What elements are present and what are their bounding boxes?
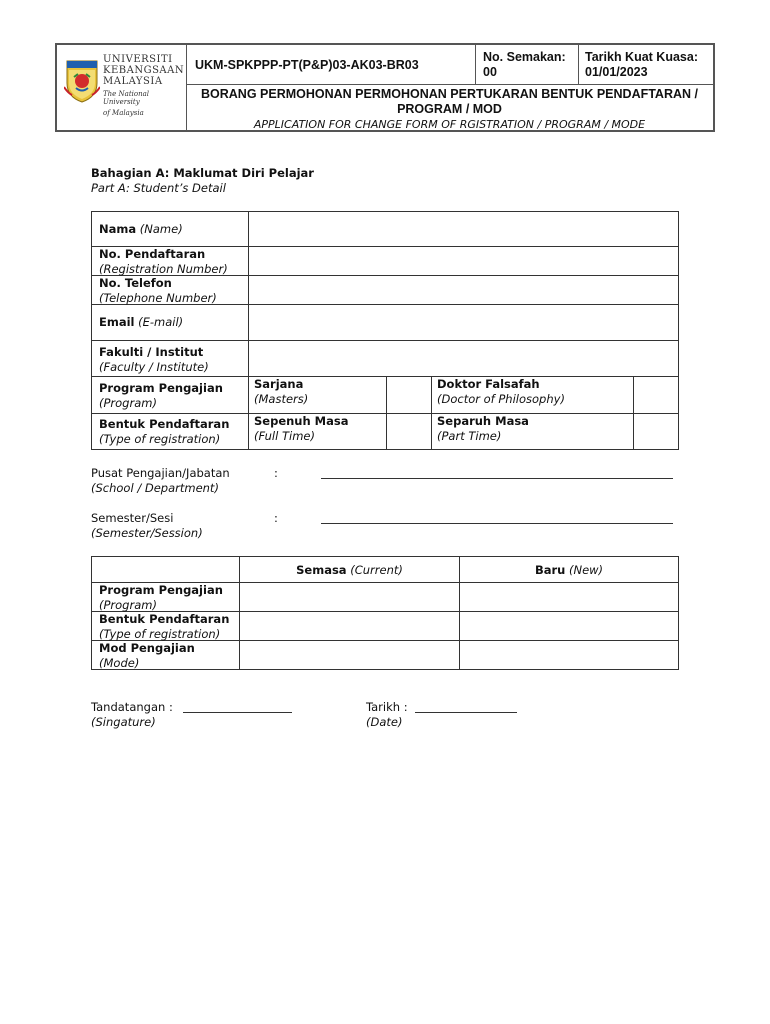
parttime-checkbox[interactable]	[634, 414, 678, 449]
fulltime-checkbox[interactable]	[387, 414, 431, 449]
semester-colon: :	[274, 511, 278, 525]
logo-line3: MALAYSIA	[103, 76, 163, 87]
name-label: Nama (Name)	[99, 222, 183, 236]
logo-wordmark	[103, 54, 186, 117]
table-row-mode: Mod Pengajian (Mode)	[99, 641, 195, 670]
regno-label: No. Pendaftaran (Registration Number)	[99, 247, 228, 276]
section-a-title: Bahagian A: Maklumat Diri Pelajar	[91, 166, 314, 180]
phd-checkbox[interactable]	[634, 377, 678, 413]
current-registration-type-input[interactable]	[240, 612, 459, 640]
section-a-subtitle: Part A: Student’s Detail	[91, 181, 226, 195]
school-colon: :	[274, 466, 278, 480]
change-table	[91, 556, 679, 670]
registration-type-label: Bentuk Pendaftaran (Type of registration)	[99, 417, 230, 446]
logo-line1: UNIVERSITI	[103, 54, 173, 65]
table-row-program: Program Pengajian (Program)	[99, 583, 223, 612]
logo-cell	[57, 45, 187, 130]
date-label: Tarikh : (Date)	[366, 700, 408, 729]
table-row-registration-type: Bentuk Pendaftaran (Type of registration)	[99, 612, 230, 641]
regno-input[interactable]	[249, 247, 678, 275]
student-details-table	[91, 211, 679, 450]
form-header	[55, 43, 715, 132]
new-mode-input[interactable]	[460, 641, 678, 669]
faculty-input[interactable]	[249, 341, 678, 376]
school-input-line[interactable]	[321, 478, 673, 479]
current-column-header: Semasa (Current)	[296, 563, 403, 577]
new-registration-type-input[interactable]	[460, 612, 678, 640]
form-title-line1: BORANG PERMOHONAN PERMOHONAN PERTUKARAN BENTUK PENDAFTARAN /	[201, 87, 698, 101]
faculty-label: Fakulti / Institut (Faculty / Institute)	[99, 345, 209, 374]
new-program-input[interactable]	[460, 583, 678, 611]
logo-tagline1: The National University	[103, 90, 150, 106]
effective-date-cell	[579, 45, 713, 85]
masters-option-label: Sarjana (Masters)	[254, 377, 309, 406]
program-label: Program Pengajian (Program)	[99, 381, 223, 410]
phone-input[interactable]	[249, 276, 678, 304]
revision-value: 00	[483, 65, 497, 79]
form-title-line2: PROGRAM / MOD	[397, 102, 502, 116]
new-column-header: Baru (New)	[534, 563, 604, 577]
masters-checkbox[interactable]	[387, 377, 431, 413]
form-title-english: APPLICATION FOR CHANGE FORM OF RGISTRATION / PROGRAM / MODE	[253, 118, 646, 131]
signature-label: Tandatangan : (Singature)	[91, 700, 173, 729]
form-title	[186, 85, 713, 130]
email-input[interactable]	[249, 305, 678, 340]
effective-date-label: Tarikh Kuat Kuasa:	[585, 50, 698, 64]
semester-input-line[interactable]	[321, 523, 673, 524]
form-code: UKM-SPKPPP-PT(P&P)03-AK03-BR03	[186, 45, 476, 85]
logo-line2: KEBANGSAAN	[103, 65, 185, 76]
signature-input-line[interactable]	[183, 712, 292, 713]
semester-label: Semester/Sesi (Semester/Session)	[91, 511, 203, 540]
logo-tagline2: of Malaysia	[103, 109, 144, 117]
date-input-line[interactable]	[415, 712, 517, 713]
ukm-crest-icon	[64, 57, 100, 103]
current-mode-input[interactable]	[240, 641, 459, 669]
revision-label: No. Semakan:	[483, 50, 566, 64]
name-input[interactable]	[249, 212, 678, 246]
email-label: Email (E-mail)	[99, 315, 184, 329]
current-program-input[interactable]	[240, 583, 459, 611]
fulltime-option-label: Sepenuh Masa (Full Time)	[254, 414, 349, 443]
school-label: Pusat Pengajian/Jabatan (School / Department)	[91, 466, 230, 495]
parttime-option-label: Separuh Masa (Part Time)	[437, 414, 529, 443]
effective-date-value: 01/01/2023	[585, 65, 648, 79]
phd-option-label: Doktor Falsafah (Doctor of Philosophy)	[437, 377, 565, 406]
phone-label: No. Telefon (Telephone Number)	[99, 276, 217, 305]
revision-cell	[476, 45, 579, 85]
